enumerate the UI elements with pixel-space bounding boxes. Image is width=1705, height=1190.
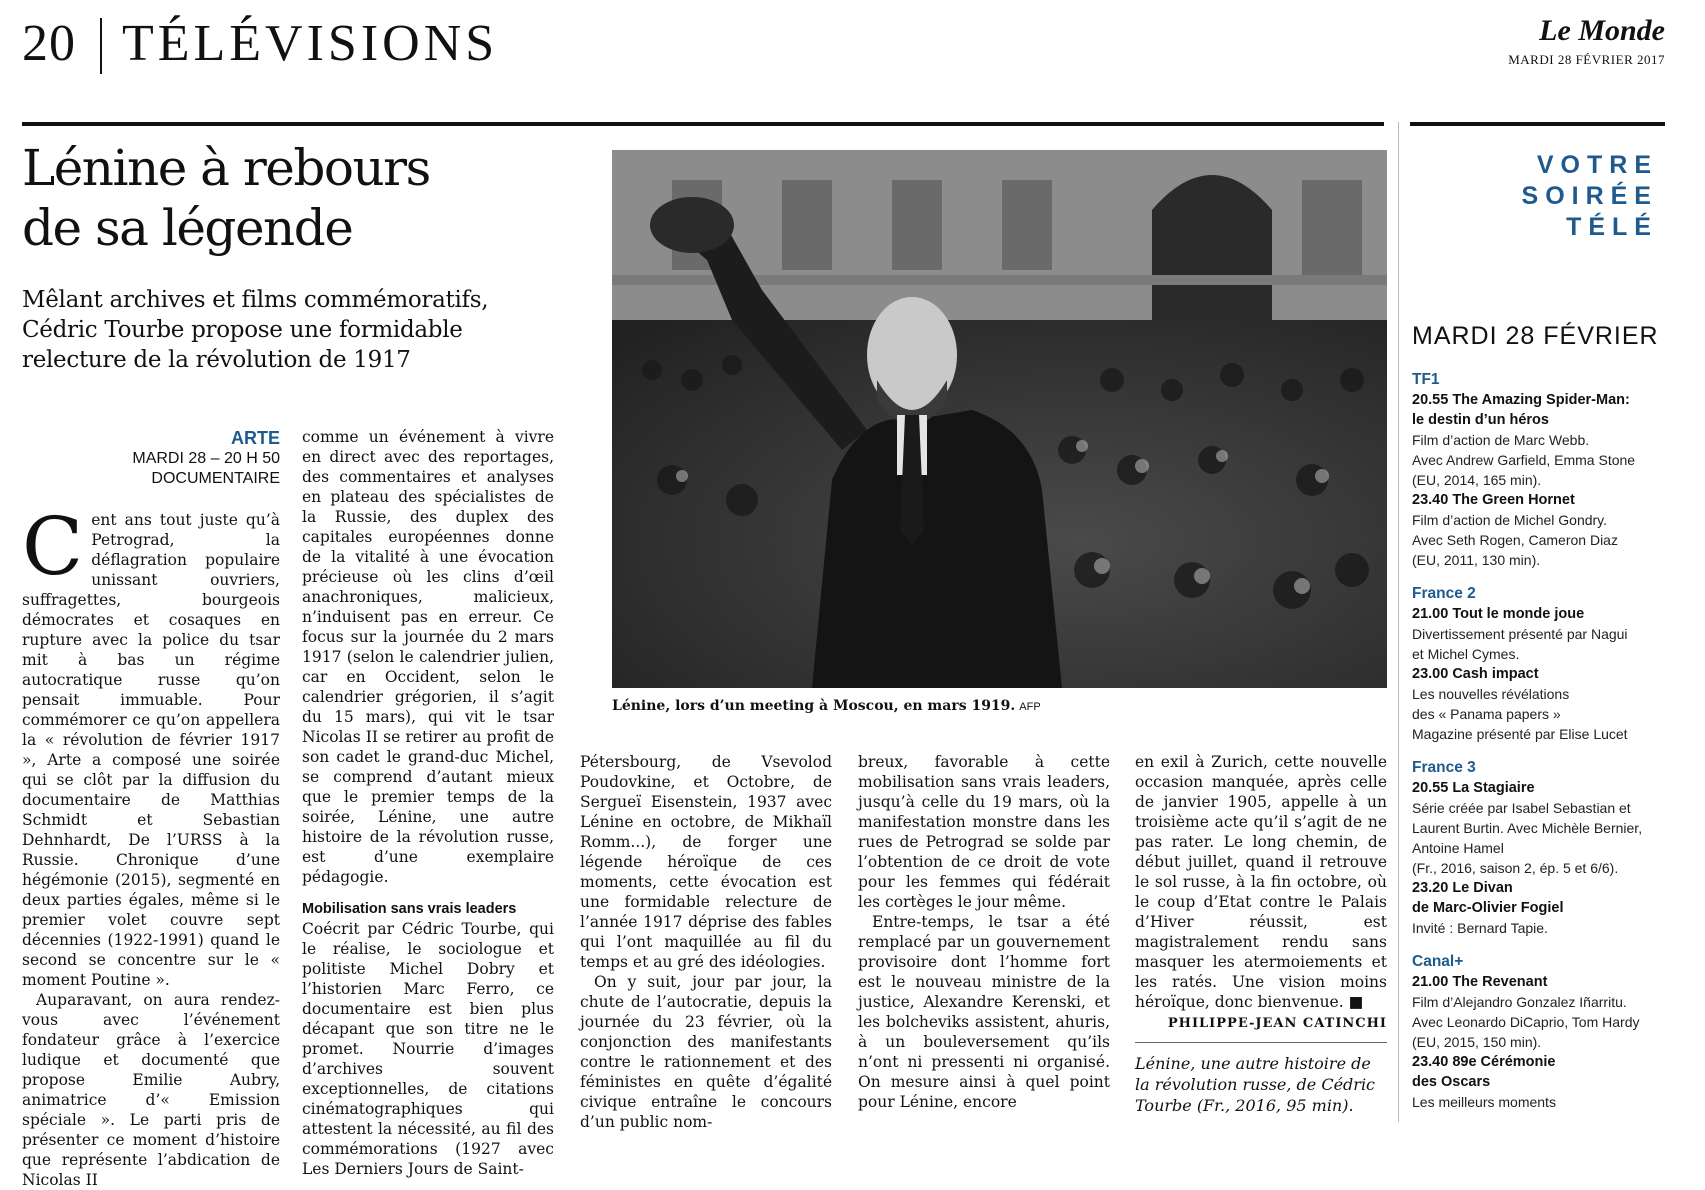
paragraph: breux, favorable à cette mobilisation sans vrais leaders, jusqu’à celle du 19 mars, où la manifestation monstre dans les rues de Petrograd se solde par l’obtention de ce droit de vote pour les femmes qui fédérait les cortèges le jour même. (858, 753, 1110, 911)
program-title (1412, 664, 1667, 684)
program-name: La Stagiaire (1452, 780, 1535, 796)
title-line-2: de sa légende (22, 199, 353, 257)
program-title (1412, 972, 1667, 992)
tv-listings (1412, 370, 1667, 1126)
program-time: 23.00 (1412, 666, 1449, 682)
paragraph: ent ans tout juste qu’à Petrograd, la déflagration populaire unissant ouvriers, suffragettes, bourgeois démocrates et cosaques en rupture avec la police du tsar mit à bas un régime autocratique russe qu’on pensait immuable. Pour commémorer ce qu’on appellera la « révolution de février 1917 », Arte a composé une soirée qui se clôt par la diffusion du documentaire de Matthias Schmidt et Sebastian Dehnhardt, De l’URSS à la Russie. Chronique d’une hégémonie (2015), segmenté en deux parties égales, même si le premier volet couvre sept décennies (1922-1991) quand le second se concentre sur le « moment Poutine ». (22, 511, 280, 989)
program-desc: Divertissement présenté par Nagui (1412, 626, 1628, 642)
program-desc: (Fr., 2016, saison 2, ép. 5 et 6/6). (1412, 860, 1619, 876)
program-title-cont: des Oscars (1412, 1074, 1491, 1090)
channel-name: TF1 (1412, 371, 1440, 388)
program-desc: Les meilleurs moments (1412, 1094, 1556, 1110)
issue-date: MARDI 28 FÉVRIER 2017 (1508, 52, 1665, 67)
paragraph: Auparavant, on aura rendez-vous avec l’événement fondateur grâce à l’exercice ludique et documenté que propose Emilie Aubry, animatrice d’« Emission spéciale ». Le parti pris de présenter ce moment d’histoire que représente l’abdication de Nicolas II (22, 991, 280, 1189)
article-column-1 (22, 500, 280, 1190)
program-desc: Les nouvelles révélations (1412, 686, 1570, 702)
channel-block (1412, 584, 1667, 744)
listing-date: MARDI 28 FÉVRIER (1412, 322, 1659, 350)
program-name: Tout le monde joue (1452, 606, 1585, 622)
program-desc: des « Panama papers » (1412, 706, 1561, 722)
heading-line: TÉLÉ (1566, 213, 1658, 241)
broadcast-time: MARDI 28 – 20 H 50 (132, 450, 280, 467)
program-desc: Avec Andrew Garfield, Emma Stone (1412, 452, 1636, 468)
paragraph: en exil à Zurich, cette nouvelle occasion manquée, après celle de janvier 1905, appelle à un troisième acte qu’il s’agit de ne pas rater. Le long chemin, de début juillet, quand il retrouve le sol russe, à la fin octobre, où le coup d’Etat contre le Palais d’Hiver réussit, est magistralement rendu sans masquer les atermoiements et les ratés. Une vision moins héroïque, donc bienvenue. ■ (1135, 753, 1387, 1011)
program-title (1412, 1052, 1667, 1072)
program-desc: Avec Leonardo DiCaprio, Tom Hardy (1412, 1014, 1640, 1030)
program-desc: Laurent Burtin. Avec Michèle Bernier, (1412, 820, 1643, 836)
top-rule (22, 122, 1384, 126)
photo-caption (612, 698, 1387, 714)
paragraph: On y suit, jour par jour, la chute de l’autocratie, depuis la journée du 23 février, où la conjonction des manifestants contre le rationnement et des féministes en quête d’égalité civique entraîne le concours d’un public nom- (580, 973, 832, 1131)
credit-title: Lénine, une autre histoire de la révolution russe, (1135, 1054, 1371, 1094)
heading-line: SOIRÉE (1521, 182, 1658, 210)
paragraph: Entre-temps, le tsar a été remplacé par un gouvernement provisoire dont l’homme fort est le nouveau ministre de la justice, Alexandre Kerenski, et les bolcheviks assistent, ahuris, à un bouleversement qu’ils n’ont ni pressenti ni organisé. On mesure ainsi à quel point pour Lénine, encore (858, 913, 1110, 1111)
program-name: The Amazing Spider-Man: (1452, 392, 1630, 408)
program-time: 20.55 (1412, 392, 1449, 408)
program-time: 21.00 (1412, 974, 1449, 990)
program-title (1412, 490, 1667, 510)
program-time: 20.55 (1412, 780, 1449, 796)
program-time: 23.40 (1412, 492, 1449, 508)
program-desc: Film d’action de Michel Gondry. (1412, 512, 1608, 528)
heading-line: VOTRE (1536, 151, 1658, 179)
credit-details: de Cédric Tourbe (Fr., 2016, 95 min). (1135, 1075, 1376, 1115)
program-title (1412, 604, 1667, 624)
program-genre: DOCUMENTAIRE (151, 470, 280, 487)
article-subtitle: Mêlant archives et films commémoratifs, Cédric Tourbe propose une formidable relecture de la révolution de 1917 (22, 287, 489, 373)
lenine-photo (612, 150, 1387, 688)
archive-photo-illustration (612, 150, 1387, 688)
channel-name: France 3 (1412, 759, 1476, 776)
program-name: The Green Hornet (1452, 492, 1575, 508)
program-credit (1135, 1053, 1387, 1116)
program-desc: et Michel Cymes. (1412, 646, 1520, 662)
paragraph: Coécrit par Cédric Tourbe, qui le réalise, le sociologue et politiste Michel Dobry et l’historien Marc Ferro, ce documentaire est bien plus décapant que son titre ne le promet. Nourrie d’images d’archives souvent exceptionnelles, de citations cinématographiques qui attestent la nécessité, au fil des commémorations (1927 avec Les Derniers Jours de Saint- (302, 920, 554, 1178)
article-column-3 (580, 752, 832, 1132)
caption-text: Lénine, lors d’un meeting à Moscou, en mars 1919. (612, 698, 1016, 714)
program-name: The Revenant (1452, 974, 1548, 990)
paragraph: comme un événement à vivre en direct avec des reportages, des commentaires et analyses en plateau des spécialistes de la Russie, des duplex des capitales européennes donne de la vitalité à une évocation précieuse où les clins d’œil anachroniques, malicieux, n’induisent pas en erreur. Ce focus sur la journée du 2 mars 1917 (selon le calendrier julien, car en Occident, selon le calendrier grégorien, il s’agit du 15 mars), qui vit le tsar Nicolas II se retirer au profit de son cadet le grand-duc Michel, se comprend d’autant mieux que le premier temps de la soirée, Lénine, une autre histoire de la révolution russe, est d’une exemplaire pédagogie. (302, 428, 554, 886)
program-desc: (EU, 2015, 150 min). (1412, 1034, 1542, 1050)
section-rubric: TÉLÉVISIONS (122, 15, 499, 72)
author-signature: PHILIPPE-JEAN CATINCHI (1167, 1016, 1387, 1031)
program-desc: Série créée par Isabel Sebastian et (1412, 800, 1631, 816)
page-number: 20 (22, 15, 76, 72)
program-title (1412, 878, 1667, 898)
intertitle: Mobilisation sans vrais leaders (302, 901, 517, 917)
sidebar-top-rule (1410, 122, 1665, 126)
program-desc: Antoine Hamel (1412, 840, 1504, 856)
channel-block (1412, 952, 1667, 1112)
program-time: 23.20 (1412, 880, 1449, 896)
program-name: Cash impact (1452, 666, 1539, 682)
program-name: Le Divan (1452, 880, 1513, 896)
program-name: 89e Cérémonie (1452, 1054, 1556, 1070)
sidebar-separator (1398, 122, 1399, 1122)
title-line-1: Lénine à rebours (22, 139, 430, 197)
program-time: 23.40 (1412, 1054, 1449, 1070)
photo-source: AFP (1019, 701, 1041, 713)
program-desc: (EU, 2014, 165 min). (1412, 472, 1542, 488)
sidebar-heading (1420, 150, 1658, 243)
channel-block (1412, 758, 1667, 938)
drop-cap: C (22, 500, 84, 593)
program-title (1412, 390, 1667, 410)
newspaper-logo: Le Monde (1539, 14, 1665, 47)
program-desc: Film d’Alejandro Gonzalez Iñarritu. (1412, 994, 1627, 1010)
header-divider (100, 18, 102, 74)
program-title-cont: de Marc-Olivier Fogiel (1412, 900, 1564, 916)
paragraph: Pétersbourg, de Vsevolod Poudovkine, et Octobre, de Sergueï Eisenstein, 1937 avec Lénine en octobre, de Mikhaïl Romm...), de forger une légende héroïque de ces moments, cette évocation est une formidable relecture de l’année 1917 déprise des fables qui l’ont maquillée au fil du temps et au gré des idéologies. (580, 753, 832, 971)
channel-name: Canal+ (1412, 953, 1464, 970)
program-time: 21.00 (1412, 606, 1449, 622)
credit-divider (1135, 1042, 1387, 1043)
article-column-5 (1135, 752, 1387, 1116)
program-desc: Invité : Bernard Tapie. (1412, 920, 1548, 936)
program-desc: (EU, 2011, 130 min). (1412, 552, 1541, 568)
article-title (22, 138, 582, 258)
article-column-2 (302, 427, 554, 1179)
program-desc: Film d’action de Marc Webb. (1412, 432, 1590, 448)
program-title-cont: le destin d’un héros (1412, 412, 1549, 428)
channel-label: ARTE (231, 428, 280, 448)
program-title (1412, 778, 1667, 798)
program-desc: Magazine présenté par Elise Lucet (1412, 726, 1628, 742)
article-column-4 (858, 752, 1110, 1112)
channel-block (1412, 370, 1667, 570)
channel-name: France 2 (1412, 585, 1476, 602)
program-desc: Avec Seth Rogen, Cameron Diaz (1412, 532, 1618, 548)
